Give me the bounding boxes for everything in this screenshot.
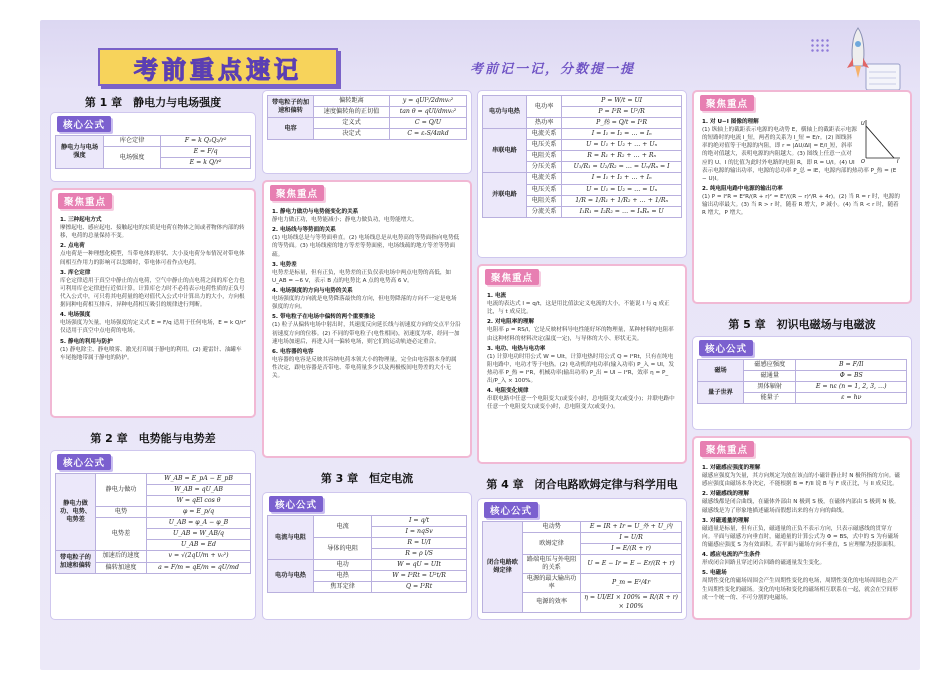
chapter-2-title: 第 2 章 电势能与电势差 — [90, 432, 216, 445]
row-formula: P = I²R = U²/R — [562, 107, 682, 118]
row-formula: I = E/(R + r) — [581, 544, 682, 555]
ch3-formula-table — [267, 515, 467, 593]
row-formula: I = U/R — [581, 533, 682, 544]
row-label: 电功 — [314, 560, 372, 571]
col2-group: 电容 — [268, 118, 314, 140]
row-label: 电动势 — [523, 522, 581, 533]
row-formula: B = F/Il — [796, 360, 907, 371]
row-formula: U_AB = φ_A − φ_B — [147, 518, 251, 529]
row-formula: P_热 = Q/t = I²R — [562, 118, 682, 129]
note-title: 5. 电磁场 — [702, 570, 727, 577]
note-text: 电容器的电容是反映其容纳电荷本领大小的物理量，完全由电容器本身的属性决定，跟电容器是否带电、带电荷量多少以及两极板间电势差的大小无关。 — [272, 356, 457, 380]
row-label: 电热 — [314, 571, 372, 582]
row-formula: F = k Q₁Q₂/r² — [161, 136, 251, 147]
col3-focus-tag: 聚焦重点 — [485, 269, 539, 285]
ch1-formula-card — [50, 112, 256, 182]
note-text: (1) 粒子从偏转电场中射出时，其速度反向延长线与初速度方向的交点平分沿初速度方向的位移。(2) 不同的带电粒子(电性相同)，初速度为零，经同一加速电场加速后，再进入同一偏转电场，则它们的运动轨迹必定重合。 — [272, 322, 461, 345]
row-label: 速度偏转角的正切值 — [314, 107, 390, 118]
row-formula: I = I₁ + I₂ + … + Iₙ — [562, 173, 682, 184]
column-4 — [692, 90, 912, 670]
row-formula: P = W/t = UI — [562, 96, 682, 107]
row-label: 偏转距离 — [314, 96, 390, 107]
ch3-formula-card — [262, 492, 472, 620]
col4-notes-top — [694, 114, 910, 221]
chapter-5-title: 第 5 章 初识电磁场与电磁波 — [728, 318, 876, 331]
note-text: (1) 电场线总是与等势面垂直。(2) 电场线总是从电势高的等势面指向电势低的等势面。(3) 电场线密的地方等差等势面密，电场线疏的地方等差等势面疏。 — [272, 235, 460, 258]
note-text: 磁通量是标量，但有正负，磁通量的正负不表示方向，只表示磁感线的贯穿方向。平面与磁感方向垂直时，磁通量的计算公式为 Φ = BS，式中的 S 为有磁场的磁感应强度 S 为有效面积。若平面与磁场方向不垂直，S 应理解为投影面积。 — [702, 525, 900, 548]
row-formula: a = F/m = qE/m = qU/md — [147, 562, 251, 573]
row-label: 电源的最大输出功率 — [523, 574, 581, 593]
note-text: 摩擦起电、感应起电、接触起电的实质是电荷在物体之间或者物体内部的转移，电荷的总量保持不变。 — [60, 225, 245, 240]
graph-origin-label: O — [861, 159, 865, 164]
note-text: 电势差是标量，但有正负，电势差的正负仅表电场中两点电势的高低，如 U_AB = −6 V，表示 B 点的电势比 A 点的电势高 6 V。 — [272, 269, 452, 284]
ch2-formula-table — [55, 473, 251, 574]
row-formula: U = U₁ = U₂ = … = Uₙ — [562, 184, 682, 195]
row-formula: U_AB = W_AB/q — [147, 529, 251, 540]
col4-notes-bottom — [694, 460, 910, 606]
row-label: 电源的效率 — [523, 593, 581, 612]
row-formula: tan θ = qUl/dmv₀² — [389, 107, 466, 118]
row-label: 黑体辐射 — [744, 382, 796, 393]
note-title: 3. 电功、电热与电功率 — [487, 345, 546, 352]
ch1-notes — [52, 212, 254, 366]
row-label: 磁通量 — [744, 371, 796, 382]
ch2-group: 静电力做功、电势、电势差 — [56, 474, 96, 551]
ch3-group: 电功与电热 — [268, 560, 314, 593]
note-title: 2. 纯电阻电路中电源的输出功率 — [702, 185, 783, 192]
ch5-group: 磁场 — [698, 360, 744, 382]
row-formula: E = IR + Ir = U_外 + U_内 — [581, 522, 682, 533]
chapter-1-title: 第 1 章 静电力与电场强度 — [84, 96, 222, 109]
row-formula: W = qU = UIt — [372, 560, 467, 571]
ch4-formula-tag: 核心公式 — [484, 502, 538, 518]
column-3 — [477, 90, 687, 670]
col3-focus-card — [477, 264, 687, 464]
note-text: 周期性变化的磁场周围会产生周期性变化的电场，周期性变化的电场周围也会产生周期性变化的磁场。变化的电场和变化的磁场相互联系在一起，就会在空间形成一个统一的、不可分割的电磁场。 — [702, 578, 898, 601]
chapter-3-title: 第 3 章 恒定电流 — [320, 472, 414, 485]
note-text: 串联电路中任意一个电阻变大(或变小)时，总电阻变大(或变小)；并联电路中任意一个电阻变大(或变小)时，总电阻变大(或变小)。 — [487, 396, 675, 411]
row-formula: I = nqSv — [372, 527, 467, 538]
row-label: 导体的电阻 — [314, 538, 372, 560]
row-label: 热功率 — [527, 118, 562, 129]
note-title: 2. 对电阻率的理解 — [487, 319, 535, 326]
col4-focus-tag: 聚焦重点 — [700, 95, 754, 111]
note-title: 4. 电场强度的方向与电势的关系 — [272, 287, 353, 294]
row-formula: U_AB = Ed — [147, 540, 251, 551]
col4-focus-card-bottom — [692, 436, 912, 620]
row-label: 路端电压与外电阻的关系 — [523, 555, 581, 574]
row-label: 电阻关系 — [527, 195, 562, 206]
row-label: 库仑定律 — [104, 136, 161, 147]
ch4-formula-card — [477, 498, 687, 620]
ch5-formula-table — [697, 359, 907, 404]
row-formula: R = ρ l/S — [372, 549, 467, 560]
note-title: 1. 对磁感应强度的理解 — [702, 465, 761, 471]
ch3-formula-tag: 核心公式 — [269, 496, 323, 512]
row-label: 电势差 — [96, 518, 147, 551]
note-title: 4. 电场强度 — [60, 312, 91, 319]
row-formula: I = I₁ = I₂ = … = Iₙ — [562, 129, 682, 140]
note-title: 4. 感应电流的产生条件 — [702, 552, 761, 559]
row-label: 焦耳定律 — [314, 582, 372, 593]
ch1-focus-tag: 聚焦重点 — [58, 193, 112, 209]
row-label: 电流关系 — [527, 129, 562, 140]
note-title: 3. 库仑定律 — [60, 269, 91, 276]
row-label: 分流关系 — [527, 206, 562, 217]
col3-notes — [479, 288, 685, 416]
row-label: 电流 — [314, 516, 372, 538]
row-formula: Q = I²Rt — [372, 582, 467, 593]
note-text: 电阻率 ρ = RS/l，它是反映材料导电性能好坏的物理量，某种材料的电阻率由这种材料的材料决定(温度一定)，与导体的大小、形状无关。 — [487, 327, 674, 342]
col3-formula-card — [477, 90, 687, 258]
col2-group: 带电粒子的加速和偏转 — [268, 96, 314, 118]
note-title: 2. 点电荷 — [60, 243, 85, 250]
row-label: 定义式 — [314, 118, 390, 129]
note-title: 1. 电流 — [487, 293, 507, 299]
row-formula: v = √(2qU/m + v₀²) — [147, 551, 251, 562]
note-text: 电场强度为矢量，电场强度的定义式 E = F/q 适用于任何电场，E = k Q/r² 仅适用于真空中点电荷的电场。 — [60, 320, 246, 335]
row-formula: U₁/R₁ = U₂/R₂ = … = Uₙ/Rₙ = I — [562, 162, 682, 173]
row-formula: W = qEl cos θ — [147, 496, 251, 507]
col3-group: 电功与电热 — [483, 96, 527, 129]
row-formula: I₁R₁ = I₂R₂ = … = IₙRₙ = U — [562, 206, 682, 217]
row-formula: W = I²Rt = U²t/R — [372, 571, 467, 582]
row-formula: ε = hν — [796, 393, 907, 404]
chapter-4-title: 第 4 章 闭合电路欧姆定律与科学用电 — [486, 478, 678, 491]
note-text: (1) 纵轴上的截距表示电源的电动势 E，横轴上的截距表示电源的短路时的电流 I_短，两者的关系为 I_短 = E/r。(2) 图线斜率的绝对值等于电源的内阻，即 r = |ΔU/ΔI| = E/I_短，斜率的绝对值越大，表明电源的内阻越大。(3) 图线上任意一点对应的 U、I 的比值为此时外电路的电阻 R，即 R = U/I。(4) UI 表示电源的输出功率，电源的总功率 P_总 = IE，电源内部的热功率 P_热 = (E − U)I。 — [702, 127, 897, 182]
col3-formula-table — [482, 95, 682, 218]
row-label: 能量子 — [744, 393, 796, 404]
ch4-group: 闭合电路欧姆定律 — [483, 522, 523, 613]
col2-formula-table — [267, 95, 467, 140]
row-label: 磁感应强度 — [744, 360, 796, 371]
column-2 — [262, 90, 472, 670]
ch2-group: 带电粒子的加速和偏转 — [56, 551, 96, 573]
row-label: 电阻关系 — [527, 151, 562, 162]
note-title: 3. 电势差 — [272, 261, 297, 268]
row-label: 静电力做功 — [96, 474, 147, 507]
col2-notes — [264, 204, 470, 384]
row-label: 电压关系 — [527, 184, 562, 195]
row-label: 电流关系 — [527, 173, 562, 184]
row-label: 决定式 — [314, 129, 390, 140]
ch3-group: 电流与电阻 — [268, 516, 314, 560]
graph-x-label: I — [897, 159, 899, 164]
note-text: (1) 静电除尘、静电喷雾、激光打印属于静电的利用。(2) 避雷针、油罐车车尾拖地带属于静电的防护。 — [60, 346, 242, 361]
note-text: (1) 计算电功时用公式 W = UIt，计算电热时用公式 Q = I²Rt，只有在纯电阻电路中，电功才等于电热。(2) 电动机的电功率(输入功率) P_入 = UI，发热功率 P_热 = I²R，机械功率(输出功率) P_出 = UI − I²R，效率 η = P_出/P_入 × 100%。 — [487, 353, 675, 385]
row-formula: η = UI/EI × 100% = R/(R + r) × 100% — [581, 593, 682, 612]
col4-focus-card-top — [692, 90, 912, 304]
note-title: 3. 对磁通量的理解 — [702, 517, 750, 524]
col2-focus-tag: 聚焦重点 — [270, 185, 324, 201]
col2-formula-card — [262, 90, 472, 174]
page-sheet — [40, 20, 920, 670]
row-formula: U = U₁ + U₂ + … + Uₙ — [562, 140, 682, 151]
row-label: 分压关系 — [527, 162, 562, 173]
row-label: 电功率 — [527, 96, 562, 118]
note-text: 磁感线都是闭合曲线，在磁体外部由 N 极到 S 极，在磁体内部由 S 极到 N 极。磁感线是为了形象地描述磁场而假想出来的有方向的曲线。 — [702, 499, 900, 514]
col2-focus-card — [262, 180, 472, 458]
note-title: 6. 电容器的电容 — [272, 348, 314, 355]
note-text: 电流的表达式 I = q/t，这是用比值法定义电流的大小，不能说 I 与 q 成正比，与 t 成反比。 — [487, 301, 670, 316]
row-formula: C = εᵣS/4πkd — [389, 129, 466, 140]
row-formula: I = q/t — [372, 516, 467, 527]
note-title: 5. 带电粒子在电场中偏转的两个重要推论 — [272, 314, 376, 321]
row-formula: Φ = BS — [796, 371, 907, 382]
row-formula: P_m = E²/4r — [581, 574, 682, 593]
ch4-formula-table — [482, 521, 682, 613]
row-formula: y = qUl²/2dmv₀² — [389, 96, 466, 107]
row-formula: W_AB = qU_AB — [147, 485, 251, 496]
row-label: 电压关系 — [527, 140, 562, 151]
note-title: 1. 三种起电方式 — [60, 217, 102, 223]
note-text: 磁感应强度为矢量，其方向规定为放在该点的小磁针静止时 N 极所指的方向。磁感应强度由磁场本身决定，不能根据 B = F/Il 说 B 与 F 成正比，与 Il 成反比。 — [702, 473, 900, 488]
ch1-focus-card — [50, 188, 256, 418]
note-text: (1) P = I²R = E²R/(R + r)² = E²/((R − r)²/R + 4r)。(2) 当 R = r 时，电源的输出功率最大。(3) 当 R > r 时，随着 R 增大，P 减小。(4) 当 R < r 时，随着 R 增大，P 增大。 — [702, 193, 900, 217]
row-formula: R = R₁ + R₂ + … + Rₙ — [562, 151, 682, 162]
note-title: 5. 静电的利用与防护 — [60, 338, 113, 345]
title-banner — [98, 48, 338, 86]
row-label: 电场强度 — [104, 147, 161, 169]
row-label: 电势 — [96, 507, 147, 518]
note-text: 点电荷是一种理想化模型，当带电体的形状、大小及电荷分布情况对带电体间相互作用力的影响可以忽略时，带电体可看作点电荷。 — [60, 251, 245, 266]
dots-decoration — [810, 38, 830, 52]
note-title: 2. 电场线与等势面的关系 — [272, 227, 336, 234]
slogan: 考前记一记，分数提一提 — [470, 62, 636, 77]
row-label: 偏转加速度 — [96, 562, 147, 573]
note-title: 1. 静电力做功与电势能变化的关系 — [272, 209, 359, 215]
ch1-group: 静电力与电场强度 — [56, 136, 104, 169]
ch2-formula-tag: 核心公式 — [57, 454, 111, 470]
note-text: 电场强度的方向就是电势降落最快的方向，但电势降落的方向不一定是电场强度的方向。 — [272, 296, 457, 311]
ch1-formula-tag: 核心公式 — [57, 116, 111, 132]
row-label: 欧姆定律 — [523, 533, 581, 555]
u-i-graph — [860, 118, 902, 164]
graph-y-label: U — [861, 121, 865, 127]
row-formula: 1/R = 1/R₁ + 1/R₂ + … + 1/Rₙ — [562, 195, 682, 206]
ch2-formula-card — [50, 450, 256, 620]
row-formula: W_AB = E_pA − E_pB — [147, 474, 251, 485]
row-formula: φ = E_p/q — [147, 507, 251, 518]
note-text: 形成闭合回路且穿过闭合回路的磁通量发生变化。 — [702, 560, 826, 567]
note-title: 1. 对 U−I 图像的理解 — [702, 119, 759, 125]
row-formula: R = U/I — [372, 538, 467, 549]
ch5-formula-tag: 核心公式 — [699, 340, 753, 356]
note-text: 静电力做正功，电势能减小；静电力做负功，电势能增大。 — [272, 217, 418, 224]
col3-group: 串联电路 — [483, 129, 527, 173]
row-formula: E = k Q/r² — [161, 158, 251, 169]
ch5-formula-card — [692, 336, 912, 430]
ch1-formula-table — [55, 135, 251, 169]
col3-group: 并联电路 — [483, 173, 527, 217]
row-formula: E = nε (n = 1, 2, 3, …) — [796, 382, 907, 393]
ch5-group: 量子世界 — [698, 382, 744, 404]
row-label: 加速后的速度 — [96, 551, 147, 562]
note-text: 库仑定律适用于真空中静止的点电荷，空气中静止的点电荷之间的库仑力也可利用库仑定律进行近似计算。计算库仑力时不必将表示电荷性质的正负号代入公式中，可只将其电荷量的绝对值代入公式中计算出力的大小，方向根据同种电荷相互排斥，异种电荷相互吸引的规律进行判断。 — [60, 277, 245, 309]
page-title: 考前重点速记 — [134, 54, 302, 84]
note-title: 2. 对磁感线的理解 — [702, 491, 750, 498]
row-formula: U = E − Ir = E − Er/(R + r) — [581, 555, 682, 574]
column-1 — [50, 90, 256, 670]
row-formula: E = F/q — [161, 147, 251, 158]
note-title: 4. 电阻变化规律 — [487, 388, 529, 395]
col4-focus-tag-2: 聚焦重点 — [700, 441, 754, 457]
row-formula: C = Q/U — [389, 118, 466, 129]
